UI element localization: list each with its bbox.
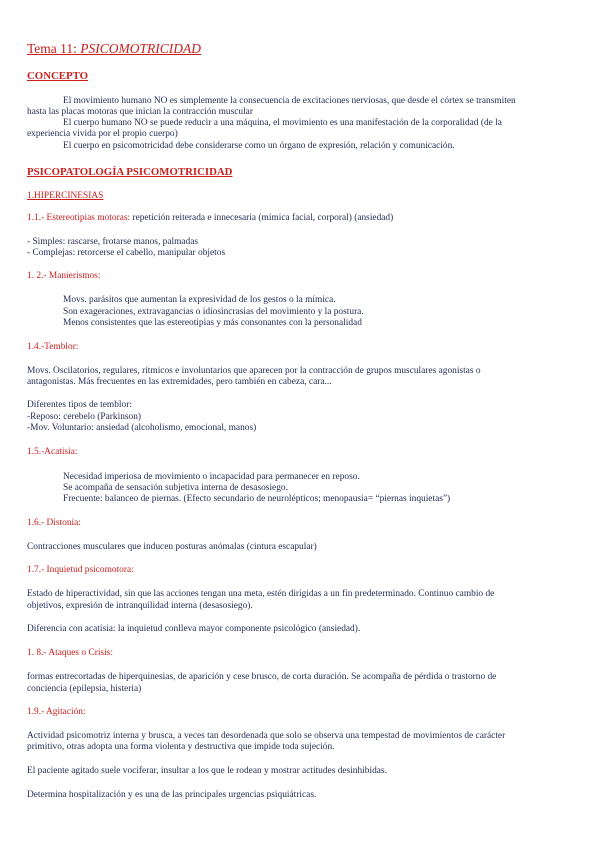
temblor-types-line: Diferentes tipos de temblor:: [27, 400, 132, 410]
manierismos-line: Menos consistentes que las estereotipias y más consonantes con la personalidad: [63, 318, 362, 328]
acatisia-line: Se acompaña de sensación subjetiva interna de desasosiego.: [63, 483, 288, 493]
manierismos-line: Movs. parásitos que aumentan la expresividad de los gestos o la mímica.: [63, 295, 336, 305]
list-item: - Complejas: retorcerse el cabello, manipular objetos: [27, 248, 226, 258]
temblor-line: antagonistas. Más frecuentes en las extremidades, pero también en cabeza, cara...: [27, 377, 332, 387]
estereotipias-text: repetición reiterada e innecesaria (mímica facial, corporal) (ansiedad): [130, 213, 394, 223]
concepto-line: El movimiento humano NO es simplemente la consecuencia de excitaciones nerviosas, que desde el córtex se transmiten: [63, 96, 516, 106]
acatisia-line: Frecuente: balanceo de piernas. (Efecto secundario de neurolépticos; menopausia= “piernas inquietas”): [63, 494, 451, 504]
concepto-line: El cuerpo en psicomotricidad debe considerarse como un órgano de expresión, relación y comunicación.: [63, 141, 455, 151]
concepto-line: hasta las placas motoras que inician la contracción muscular: [27, 107, 253, 117]
temblor-label: 1.4.-Temblor:: [27, 342, 79, 352]
inquietud-line: Estado de hiperactividad, sin que las acciones tengan una meta, estén dirigidas a un fin predeterminado. Continuo cambio de: [27, 589, 495, 599]
acatisia-label: 1.5.-Acatisia:: [27, 447, 78, 457]
agitacion-line: primitivo, otras adopta una forma violenta y destructiva que impide toda sujeción.: [27, 742, 335, 752]
temblor-types-line: -Reposo: cerebelo (Parkinson): [27, 412, 142, 422]
agitacion-line: Actividad psicomotriz interna y brusca, a veces tan desordenada que solo se observa una tempestad de movimientos de carácter: [27, 731, 506, 741]
distonia-line: Contracciones musculares que inducen posturas anómalas (cintura escapular): [27, 542, 317, 552]
title-subject: PSICOMOTRICIDAD: [80, 41, 202, 56]
list-item: - Simples: rascarse, frotarse manos, palmadas: [27, 237, 199, 247]
agitacion-paragraph: El paciente agitado suele vociferar, insultar a los que le rodean y mostrar actitudes desinhibidas.: [27, 766, 387, 776]
estereotipias-paragraph: [27, 213, 393, 224]
heading-concepto: CONCEPTO: [27, 70, 88, 82]
acatisia-line: Necesidad imperiosa de movimiento o incapacidad para permanecer en reposo.: [63, 472, 360, 482]
agitacion-paragraph: Determina hospitalización y es una de las principales urgencias psiquiátricas.: [27, 790, 317, 800]
heading-psicopatologia: PSICOPATOLOGÍA PSICOMOTRICIDAD: [27, 166, 233, 178]
temblor-types-line: -Mov. Voluntario: ansiedad (alcoholismo, emocional, manos): [27, 423, 257, 433]
manierismos-label: 1. 2.- Manierismos:: [27, 271, 101, 281]
ataques-line: formas entrecortadas de hiperquinesias, de aparición y cese brusco, de corta duración. Se acompaña de pérdida o trastorno de: [27, 672, 497, 682]
concepto-line: experiencia vivida por el propio cuerpo): [27, 129, 178, 139]
ataques-label: 1. 8.- Ataques o Crisis:: [27, 648, 113, 658]
agitacion-label: 1.9.- Agitación:: [27, 707, 86, 717]
inquietud-line: objetivos, expresión de intranquilidad interna (desasosiego).: [27, 601, 253, 611]
distonia-label: 1.6.- Distonía:: [27, 518, 81, 528]
manierismos-line: Son exageraciones, extravagancias o idiosincrasias del movimiento y la postura.: [63, 307, 364, 317]
inquietud-label: 1.7.- Inquietud psicomotora:: [27, 565, 134, 575]
ataques-line: conciencia (epilepsia, histeria): [27, 684, 142, 694]
estereotipias-label: 1.1.- Estereotipias motoras:: [27, 213, 131, 223]
inquietud-diff: Diferencia con acatisia: la inquietud conlleva mayor componente psicológico (ansiedad).: [27, 624, 361, 634]
title-prefix: Tema 11:: [27, 41, 77, 56]
concepto-line: El cuerpo humano NO se puede reducir a una máquina, el movimiento es una manifestación de la corporalidad (de la: [63, 118, 502, 128]
page-title: [27, 41, 201, 57]
heading-hipercinesias: 1.HIPERCINESIAS: [27, 191, 104, 201]
temblor-line: Movs. Oscilatorios, regulares, rítmicos e involuntarios que aparecen por la contracción de grupos musculares agonistas o: [27, 366, 481, 376]
